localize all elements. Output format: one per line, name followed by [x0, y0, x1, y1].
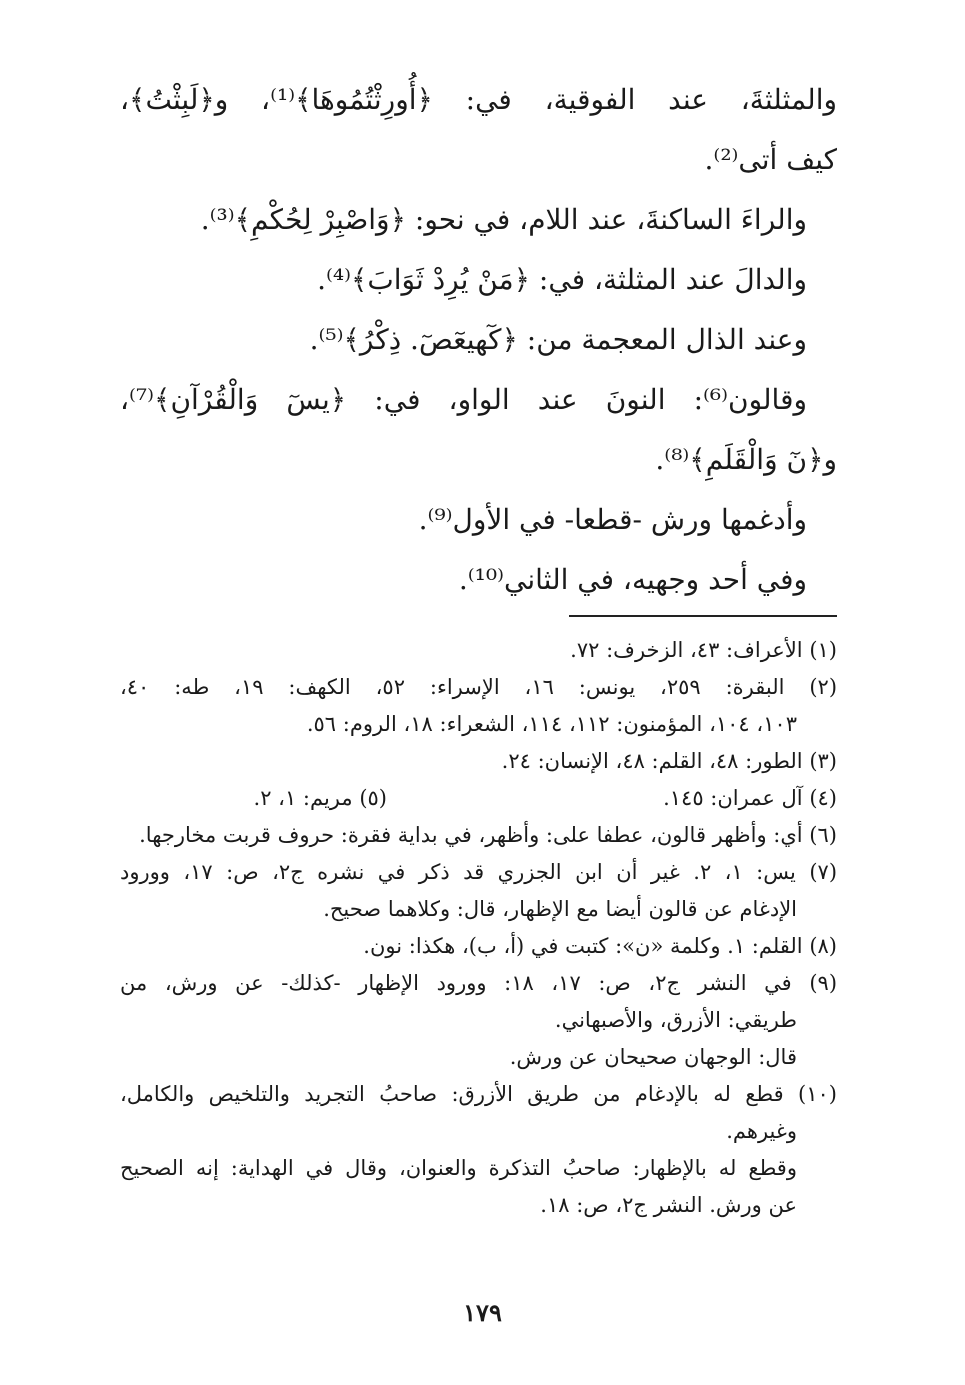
footnote-7-cont: الإدغام عن قالون أيضا مع الإظهار، قال: وكلاهما صحيح.	[323, 897, 797, 921]
footnote-10-para2-cont: عن ورش. النشر ج٢، ص: ١٨.	[540, 1193, 797, 1217]
footnote-1: (١) الأعراف: ٤٣، الزخرف: ٧٢.	[570, 638, 837, 662]
footnote-3: (٣) الطور: ٤٨، القلم: ٤٨، الإنسان: ٢٤.	[501, 749, 837, 773]
footnote-8: (٨) القلم: ١. وكلمة «ن»: كتبت في (أ، ب)، هكذا: نون.	[363, 934, 837, 958]
footnote-10-para2: وقطع له بالإظهار: صاحبُ التذكرة والعنوان، وقال في الهداية: إنه الصحيح	[120, 1156, 797, 1180]
paragraph-line: وقالون⁽⁶⁾: النونَ عند الواو، في: ﴿يسٓ وَالْقُرْآنِ﴾⁽⁷⁾،	[120, 383, 807, 416]
footnote-separator	[569, 615, 837, 617]
paragraph-line: كيف أتى⁽²⁾.	[704, 143, 837, 176]
footnote-9-cont: طريقي: الأزرق، والأصبهاني.	[554, 1008, 797, 1032]
footnote-5: (٥) مريم: ١، ٢.	[253, 786, 387, 810]
paragraph-line: و﴿نٓ وَالْقَلَمِ﴾⁽⁸⁾.	[655, 443, 837, 476]
main-text	[120, 70, 837, 610]
paragraph-line: والمثلثةَ، عند الفوقية، في: ﴿أُورِثْتُمُوهَا﴾⁽¹⁾، و﴿لَبِثْتُ﴾،	[120, 83, 838, 116]
paragraph-line: وعند الذال المعجمة من: ﴿كٓهيعٓصٓ. ذِكْرُ﴾⁽⁵⁾.	[309, 323, 807, 356]
paragraph-line: والدالَ عند المثلثة، في: ﴿مَنْ يُرِدْ ثَوَابَ﴾⁽⁴⁾.	[317, 263, 807, 296]
footnote-10: (١٠) قطع له بالإدغام من طريق الأزرق: صاحبُ التجريد والتلخيص والكامل،	[120, 1082, 837, 1106]
footnote-6: (٦) أي: وأظهر قالون، عطفا على: وأظهر، في بداية فقرة: حروف قربت مخارجها.	[139, 823, 837, 847]
footnote-7: (٧) يس: ١، ٢. غير أن ابن الجزري قد ذكر في نشره ج٢، ص: ١٧، وورود	[120, 860, 838, 884]
footnote-4: (٤) آل عمران: ١٤٥.	[663, 786, 837, 810]
footnote-9-quote: قال: الوجهان صحيحان عن ورش.	[509, 1045, 797, 1069]
footnote-2: (٢) البقرة: ٢٥٩، يونس: ١٦، الإسراء: ٥٢، الكهف: ١٩، طه: ٤٠،	[120, 675, 838, 699]
paragraph-line: وفي أحد وجهيه، في الثاني⁽¹⁰⁾.	[458, 563, 807, 596]
footnote-10-cont: وغيرهم.	[726, 1119, 797, 1143]
page-number: ١٧٩	[463, 1298, 502, 1327]
footnote-2-cont: ١٠٣، ١٠٤، المؤمنون: ١١٢، ١١٤، الشعراء: ١٨، الروم: ٥٦.	[306, 712, 797, 736]
footnotes	[120, 632, 837, 1224]
paragraph-line: وأدغمها ورش -قطعا- في الأول⁽⁹⁾.	[418, 503, 807, 536]
footnote-9: (٩) في النشر ج٢، ص: ١٧، ١٨: وورود الإظهار -كذلك- عن ورش، من	[120, 971, 838, 995]
footnote-4-5-row	[120, 780, 837, 817]
paragraph-line: والراءَ الساكنةَ، عند اللام، في نحو: ﴿وَاصْبِرْ لِحُكْمِ﴾⁽³⁾.	[200, 203, 807, 236]
